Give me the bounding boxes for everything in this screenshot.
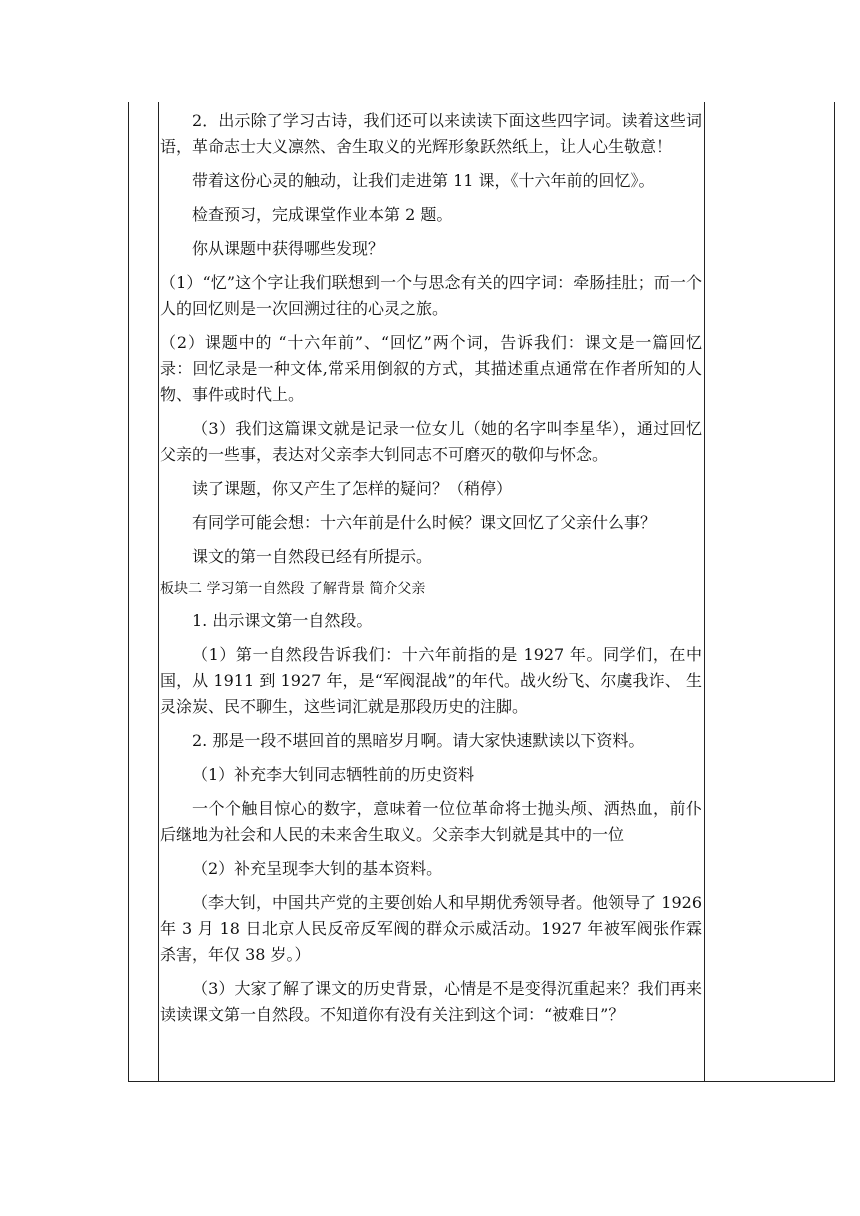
paragraph: 2．出示除了学习古诗，我们还可以来读读下面这些四字词。读着这些词语，革命志士大义凛然、舍生取义的光辉形象跃然纸上，让人心生敬意！: [160, 111, 702, 156]
paragraph: （1）第一自然段告诉我们：十六年前指的是 1927 年。同学们，在中国，从 1911 到 1927 年，是“军阀混战”的年代。战火纷飞、尔虞我诈、 生灵涂炭、民不聊生，这些词汇就是那段历史的注脚。: [160, 645, 702, 716]
paragraph: （3）大家了解了课文的历史背景，心情是不是变得沉重起来？我们再来读读课文第一自然段。不知道你有没有关注到这个词：“被难日”？: [160, 979, 702, 1024]
paragraph: 2. 那是一段不堪回首的黑暗岁月啊。请大家快速默读以下资料。: [192, 731, 645, 750]
paragraph: （3）我们这篇课文就是记录一位女儿（她的名字叫李星华），通过回忆父亲的一些事，表达对父亲李大钊同志不可磨灭的敬仰与怀念。: [160, 419, 702, 464]
paragraph: （1）“忆”这个字让我们联想到一个与思念有关的四字词：牵肠挂肚；而一个人的回忆则是一次回溯过往的心灵之旅。: [160, 273, 702, 318]
table-border-col1: [158, 102, 159, 1082]
paragraph: （2）课题中的 “十六年前”、“回忆”两个词，告诉我们：课文是一篇回忆录：回忆录是一种文体,常采用倒叙的方式，其描述重点通常在作者所知的人物、事件或时代上。: [160, 333, 702, 404]
paragraph: 1. 出示课文第一自然段。: [192, 611, 373, 630]
paragraph: （1）补充李大钊同志牺牲前的历史资料: [192, 765, 475, 784]
paragraph: （李大钊，中国共产党的主要创始人和早期优秀领导者。他领导了 1926 年 3 月 18 日北京人民反帝反军阀的群众示威活动。1927 年被军阀张作霖杀害，年仅 38 岁。）: [160, 893, 702, 964]
paragraph: （2）补充呈现李大钊的基本资料。: [192, 859, 443, 878]
paragraph: 课文的第一自然段已经有所提示。: [192, 547, 433, 566]
table-border-left: [128, 102, 129, 1082]
paragraph: 一个个触目惊心的数字，意味着一位位革命将士抛头颅、洒热血，前仆后继地为社会和人民的未来舍生取义。父亲李大钊就是其中的一位: [160, 799, 702, 844]
paragraph: 检查预习，完成课堂作业本第 2 题。: [192, 205, 453, 224]
paragraph: 有同学可能会想：十六年前是什么时候？课文回忆了父亲什么事？: [192, 513, 657, 532]
paragraph: 你从课题中获得哪些发现？: [192, 239, 385, 258]
table-border-bottom: [128, 1081, 835, 1082]
section-heading: 板块二 学习第一自然段 了解背景 简介父亲: [160, 581, 426, 597]
lesson-content: [160, 108, 702, 1036]
table-border-col2: [704, 102, 705, 1082]
table-border-right: [834, 102, 835, 1082]
paragraph: 带着这份心灵的触动，让我们走进第 11 课，《十六年前的回忆》。: [192, 171, 655, 190]
paragraph: 读了课题，你又产生了怎样的疑问？（稍停）: [192, 479, 513, 498]
